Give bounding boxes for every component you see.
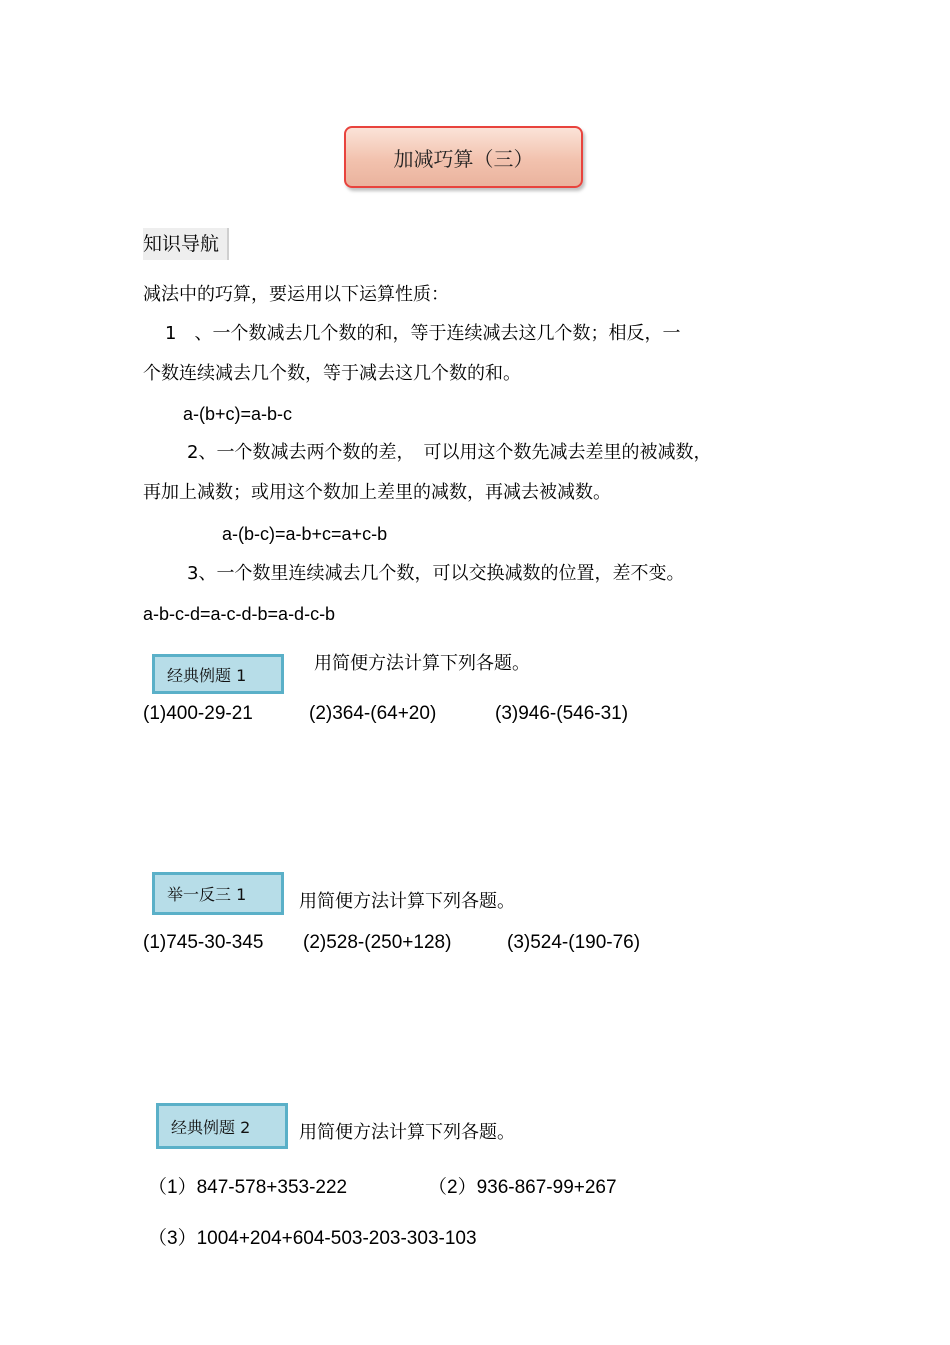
title-banner: [344, 126, 583, 188]
practice1-problem-1: (1)745-30-345: [143, 932, 264, 953]
practice1-tag: 举一反三 1: [152, 872, 284, 915]
section-heading: 知识导航: [143, 228, 229, 260]
example2-problem-1: （1）847-578+353-222: [148, 1177, 348, 1198]
example2-problem-2: （2）936-867-99+267: [428, 1177, 617, 1198]
page-title: 加减巧算（三）: [393, 146, 534, 171]
example2-instruction: 用简便方法计算下列各题。: [299, 1122, 515, 1143]
example2-tag: 经典例题 2: [156, 1103, 288, 1149]
practice1-instruction: 用简便方法计算下列各题。: [299, 891, 515, 912]
formula-3: a-b-c-d=a-c-d-b=a-d-c-b: [143, 604, 336, 624]
practice1-problem-2: (2)528-(250+128): [303, 932, 452, 953]
intro-text: 减法中的巧算，要运用以下运算性质：: [143, 284, 449, 305]
example1-problem-1: (1)400-29-21: [143, 703, 253, 724]
rule2-line2: 再加上减数；或用这个数加上差里的减数，再减去被减数。: [143, 482, 611, 503]
example1-tag: 经典例题 1: [152, 654, 284, 694]
formula-1: a-(b+c)=a-b-c: [183, 404, 293, 424]
practice1-problem-3: (3)524-(190-76): [507, 932, 641, 953]
example2-problem-3: （3）1004+204+604-503-203-303-103: [148, 1228, 477, 1249]
formula-2: a-(b-c)=a-b+c=a+c-b: [222, 524, 388, 544]
rule2-line1: 2、一个数减去两个数的差， 可以用这个数先减去差里的被减数，: [187, 442, 712, 463]
example1-problem-3: (3)946-(546-31): [495, 703, 629, 724]
example1-instruction: 用简便方法计算下列各题。: [314, 653, 530, 674]
rule3-line1: 3、一个数里连续减去几个数，可以交换减数的位置，差不变。: [187, 563, 685, 584]
example1-problem-2: (2)364-(64+20): [309, 703, 437, 724]
rule1-line2: 个数连续减去几个数，等于减去这几个数的和。: [143, 363, 521, 384]
rule1-line1: 1 、一个数减去几个数的和，等于连续减去这几个数；相反，一: [165, 323, 681, 344]
